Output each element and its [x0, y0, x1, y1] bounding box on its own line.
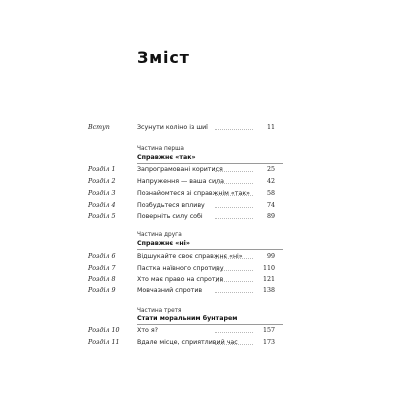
part-divider [137, 163, 283, 164]
part-label: Частина друга [137, 232, 182, 238]
toc-entry-chapter-6[interactable] [0, 252, 400, 264]
entry-number: Вступ [88, 124, 110, 131]
dot-leader [215, 281, 253, 282]
part-title: Справжнє «ні» [137, 240, 190, 247]
toc-entry-chapter-9[interactable] [0, 286, 400, 298]
entry-title: Пастка наївного спротиву [137, 265, 224, 272]
part-label: Частина перша [137, 146, 184, 152]
entry-title: Хто я? [137, 327, 158, 334]
entry-number: Розділ 9 [88, 287, 116, 294]
entry-title: Запрограмовані коритися [137, 166, 223, 173]
toc-entry-chapter-5[interactable] [0, 212, 400, 224]
part-divider [137, 324, 283, 325]
entry-number: Розділ 7 [88, 265, 116, 272]
entry-number: Розділ 4 [88, 202, 116, 209]
toc-entry-chapter-10[interactable] [0, 326, 400, 338]
entry-page: 89 [266, 213, 275, 220]
dot-leader [215, 270, 253, 271]
dot-leader [215, 332, 253, 333]
dot-leader [215, 218, 253, 219]
dot-leader [215, 344, 253, 345]
entry-title: Відшукайте своє справжнє «ні» [137, 253, 243, 260]
dot-leader [215, 171, 253, 172]
part-label: Частина третя [137, 308, 182, 314]
toc-entry-chapter-2[interactable] [0, 177, 400, 189]
entry-page: 99 [266, 253, 275, 260]
entry-number: Розділ 5 [88, 213, 116, 220]
entry-page: 58 [266, 190, 275, 197]
entry-page: 42 [266, 178, 275, 185]
entry-title: Зсунути коліно із шиї [137, 124, 208, 131]
entry-page: 121 [262, 276, 275, 283]
part-title: Стати моральним бунтарем [137, 315, 238, 322]
entry-number: Розділ 6 [88, 253, 116, 260]
entry-number: Розділ 2 [88, 178, 116, 185]
entry-page: 173 [262, 339, 275, 346]
entry-title: Мовчазний спротив [137, 287, 203, 294]
dot-leader [215, 292, 253, 293]
dot-leader [215, 183, 253, 184]
part-divider [137, 249, 283, 250]
entry-page: 110 [262, 265, 275, 272]
entry-title: Вдале місце, сприятливий час [137, 339, 238, 346]
dot-leader [215, 258, 253, 259]
entry-number: Розділ 10 [88, 327, 120, 334]
entry-page: 25 [266, 166, 275, 173]
entry-number: Розділ 8 [88, 276, 116, 283]
entry-number: Розділ 1 [88, 166, 116, 173]
toc-entry-chapter-3[interactable] [0, 189, 400, 201]
toc-entry-chapter-11[interactable] [0, 338, 400, 350]
entry-page: 11 [266, 124, 275, 131]
entry-title: Познайомтеся зі справжнім «так» [137, 190, 250, 197]
entry-title: Напруження — ваша сила [137, 178, 224, 185]
page-title: Зміст [137, 48, 190, 67]
entry-number: Розділ 3 [88, 190, 116, 197]
entry-page: 157 [262, 327, 275, 334]
part-title: Справжнє «так» [137, 154, 196, 161]
toc-entry-chapter-1[interactable] [0, 165, 400, 177]
entry-number: Розділ 11 [88, 339, 120, 346]
dot-leader [215, 195, 253, 196]
entry-title: Хто має право на спротив [137, 276, 224, 283]
dot-leader [215, 207, 253, 208]
toc-entry-intro[interactable] [0, 123, 400, 135]
entry-title: Позбудьтеся впливу [137, 202, 205, 209]
entry-page: 74 [266, 202, 275, 209]
entry-title: Поверніть силу собі [137, 213, 203, 220]
entry-page: 138 [262, 287, 275, 294]
dot-leader [215, 129, 253, 130]
